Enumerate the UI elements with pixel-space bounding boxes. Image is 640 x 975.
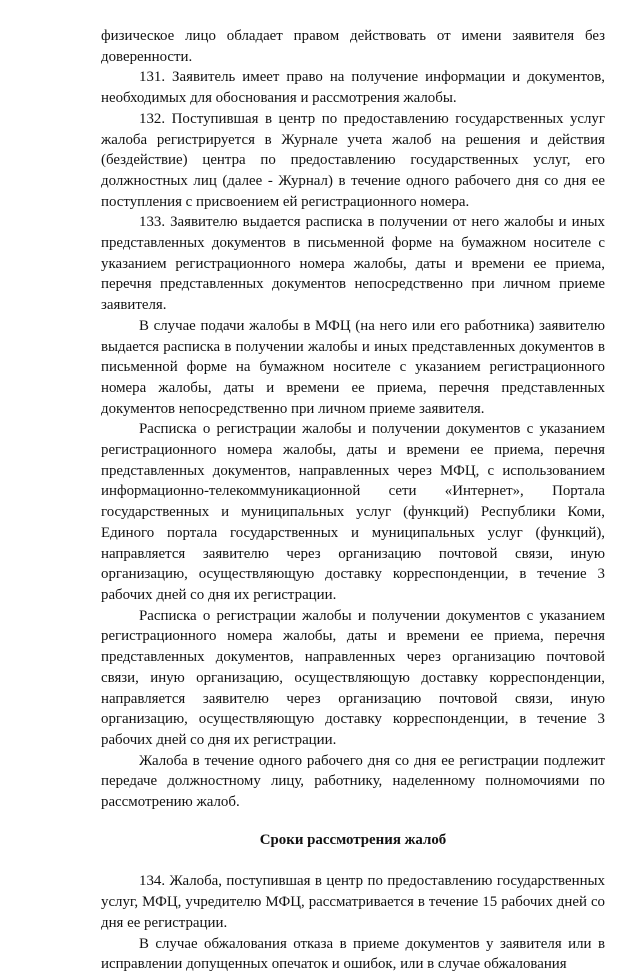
paragraph-134: 134. Жалоба, поступившая в центр по предоставлению государственных услуг, МФЦ, учредителю МФЦ, рассматривается в течение 15 рабочих дней со дня ее регистрации. [101, 873, 605, 931]
paragraph-appeal-refusal: В случае обжалования отказа в приеме документов у заявителя или в исправлении допущенных опечаток и ошибок, или в случае обжалования [101, 935, 605, 973]
paragraph-continuation: физическое лицо обладает правом действовать от имени заявителя без доверенности. [101, 28, 605, 65]
paragraph-receipt-internet: Расписка о регистрации жалобы и получении документов с указанием регистрационного номера жалобы, даты и времени ее приема, перечня представленных документов, направленных через МФЦ, с использованием информационно-телекоммуникационной сети «Интернет», Портала государственных и муниципальных услуг (функций) Республики Коми, Единого портала государственных и муниципальных услуг (функций), направляется заявителю через организацию почтовой связи, иную организацию, осуществляющую доставку корреспонденции, в течение 3 рабочих дней со дня их регистрации. [101, 421, 605, 603]
paragraph-transfer: Жалоба в течение одного рабочего дня со дня ее регистрации подлежит передаче должностному лицу, работнику, наделенному полномочиями по рассмотрению жалоб. [101, 752, 605, 811]
paragraph-mfc-receipt: В случае подачи жалобы в МФЦ (на него или его работника) заявителю выдается расписка в получении жалобы и иных представленных документов в письменной форме на бумажном носителе с указанием регистрационного номера жалобы, даты и времени ее приема, перечня представленных документов непосредственно при личном приеме заявителя. [101, 317, 605, 417]
paragraph-133: 133. Заявителю выдается расписка в получении от него жалобы и иных представленных документов в письменной форме на бумажном носителе с указанием регистрационного номера жалобы, даты и времени ее приема, перечня представленных документов непосредственно при личном приеме заявителя. [101, 214, 605, 314]
paragraph-132: 132. Поступившая в центр по предоставлению государственных услуг жалоба регистрируется в Журнале учета жалоб на решения и действия (бездействие) центра по предоставлению государственных услуг, его должностных лиц (далее - Журнал) в течение одного рабочего дня со дня ее поступления с присвоением ей регистрационного номера. [101, 110, 605, 210]
section-heading: Сроки рассмотрения жалоб [259, 831, 447, 848]
paragraph-receipt-post: Расписка о регистрации жалобы и получении документов с указанием регистрационного номера жалобы, даты и времени ее приема, перечня представленных документов, направленных через организацию почтовой связи, иную организацию, осуществляющую доставку корреспонденции, направляется заявителю через организацию почтовой связи, иную организацию, осуществляющую доставку корреспонденции, в течение 3 рабочих дней со дня их регистрации. [101, 607, 605, 748]
paragraph-131: 131. Заявитель имеет право на получение информации и документов, необходимых для обоснования и рассмотрения жалобы. [101, 69, 605, 107]
document-body [101, 26, 605, 975]
